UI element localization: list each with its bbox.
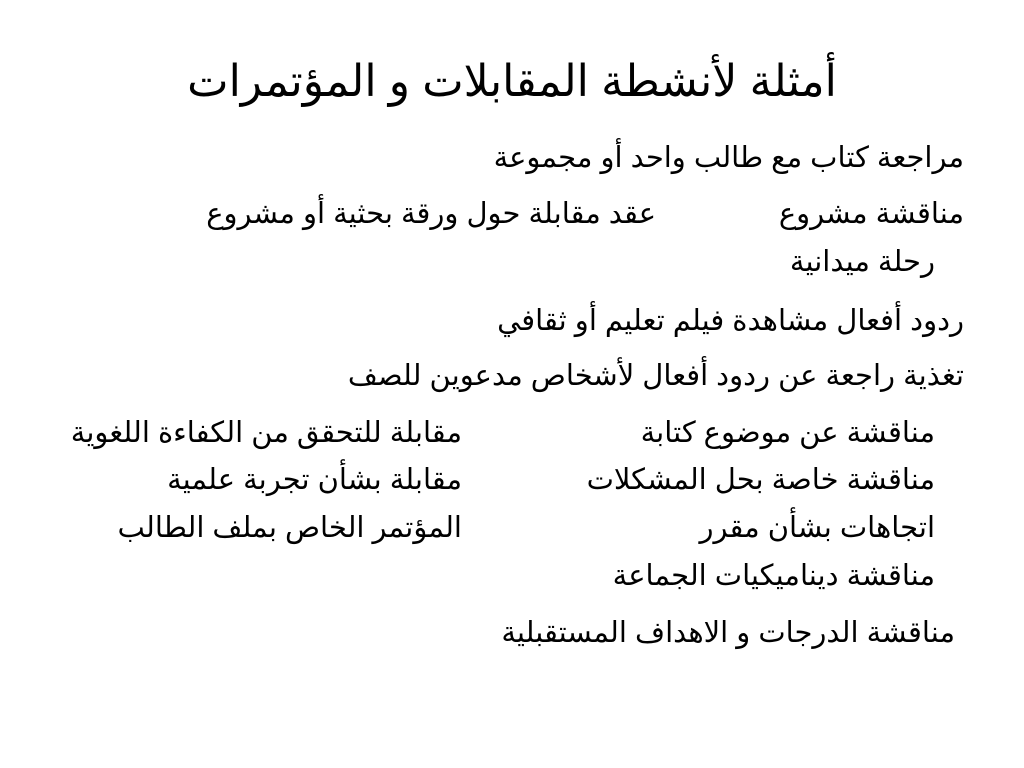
line-portfolio-conference: المؤتمر الخاص بملف الطالب bbox=[117, 512, 462, 544]
line-science-experiment: مقابلة بشأن تجربة علمية bbox=[167, 464, 462, 496]
slide-title: أمثلة لأنشطة المقابلات و المؤتمرات bbox=[187, 57, 837, 106]
line-writing-topic: مناقشة عن موضوع كتابة bbox=[640, 417, 935, 449]
line-project-discussion: مناقشة مشروع bbox=[778, 198, 964, 230]
line-group-dynamics: مناقشة ديناميكيات الجماعة bbox=[612, 560, 935, 592]
line-problem-solving: مناقشة خاصة بحل المشكلات bbox=[586, 464, 935, 496]
line-field-trip: رحلة ميدانية bbox=[789, 246, 935, 278]
line-language-proficiency: مقابلة للتحقق من الكفاءة اللغوية bbox=[70, 417, 462, 449]
line-film-reactions: ردود أفعال مشاهدة فيلم تعليم أو ثقافي bbox=[497, 305, 964, 337]
line-book-review: مراجعة كتاب مع طالب واحد أو مجموعة bbox=[493, 142, 964, 174]
line-research-interview: عقد مقابلة حول ورقة بحثية أو مشروع bbox=[206, 198, 656, 230]
line-guest-feedback: تغذية راجعة عن ردود أفعال لأشخاص مدعوين للصف bbox=[347, 360, 964, 392]
line-course-attitudes: اتجاهات بشأن مقرر bbox=[699, 512, 935, 544]
line-grades-goals: مناقشة الدرجات و الاهداف المستقبلية bbox=[501, 617, 955, 649]
